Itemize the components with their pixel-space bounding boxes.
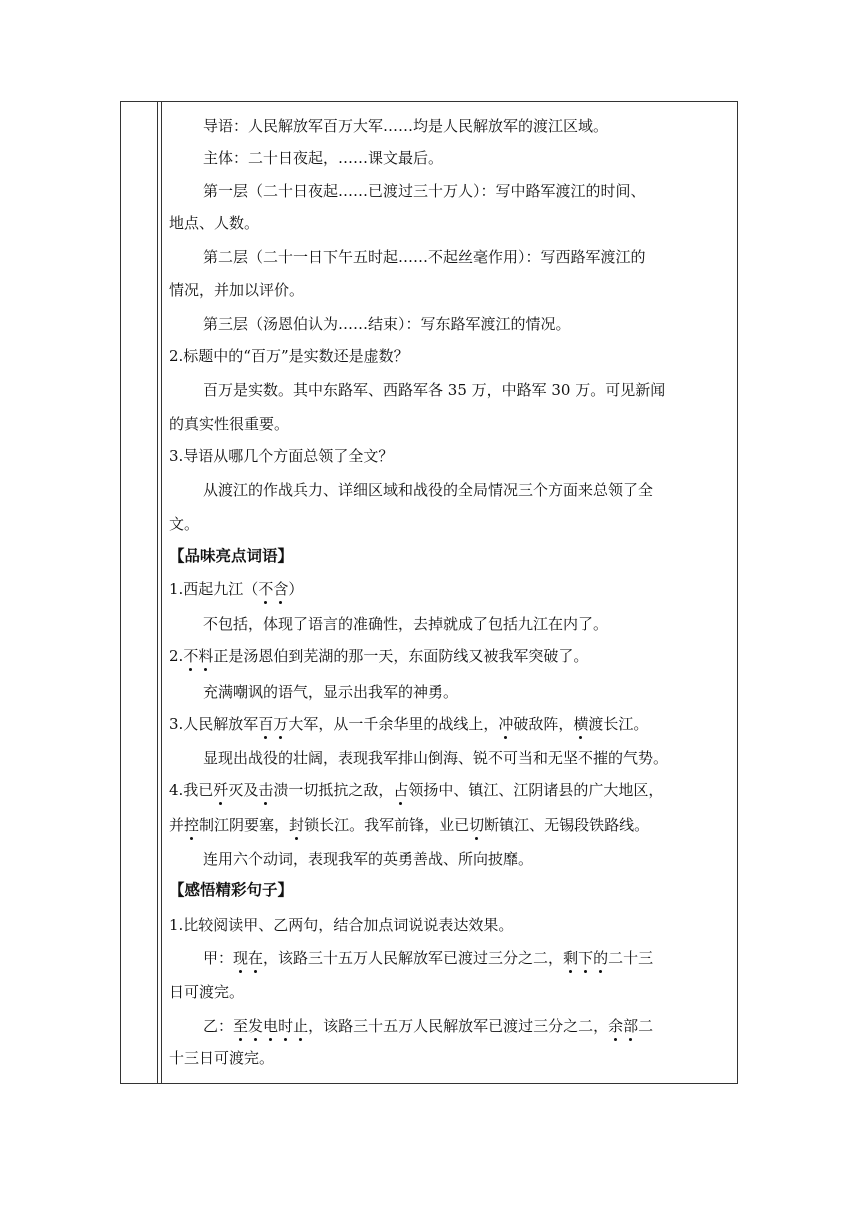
sentence-jia-line-1: 甲：现在，该路三十五万人民解放军已渡过三分之二，剩下的二十三 [203,949,654,967]
body-summary: 主体：二十日夜起，……课文最后。 [203,149,444,167]
table-column-narrow [158,102,162,1083]
question-3: 3.导语从哪几个方面总领了全文？ [169,447,394,465]
intro-summary: 导语：人民解放军百万大军……均是人民解放军的渡江区域。 [203,117,609,135]
sentence-question-1: 1.比较阅读甲、乙两句，结合加点词说说表达效果。 [169,916,514,934]
answer-3-line-2: 文。 [169,515,200,533]
answer-2-line-2: 的真实性很重要。 [169,415,290,433]
section-heading-words: 【品味亮点词语】 [169,547,294,565]
word-answer-3: 显现出战役的壮阔，表现我军排山倒海、锐不可当和无坚不摧的气势。 [203,749,669,767]
answer-2-line-1: 百万是实数。其中东路军、西路军各 35 万，中路军 30 万。可见新闻 [203,381,666,399]
layer-three: 第三层（汤恩伯认为……结束）：写东路军渡江的情况。 [203,315,571,333]
word-item-4-line-1: 4.我已歼灭及击溃一切抵抗之敌，占领扬中、镇江、江阴诸县的广大地区， [169,781,664,799]
sentence-yi-line-1: 乙：至发电时止，该路三十五万人民解放军已渡过三分之二，余部二 [203,1017,654,1035]
section-heading-sentences: 【感悟精彩句子】 [169,881,294,899]
word-answer-1: 不包括，体现了语言的准确性，去掉就成了包括九江在内了。 [203,615,609,633]
word-item-4-line-2: 并控制江阴要塞，封锁长江。我军前锋，业已切断镇江、无锡段铁路线。 [169,816,650,834]
word-answer-2: 充满嘲讽的语气，显示出我军的神勇。 [203,683,459,701]
sentence-jia-line-2: 日可渡完。 [169,983,245,1001]
table-column-left [121,102,158,1083]
word-item-1: 1.西起九江（不含） [169,580,304,598]
answer-3-line-1: 从渡江的作战兵力、详细区域和战役的全局情况三个方面来总领了全 [203,481,654,499]
layer-two-line-2: 情况，并加以评价。 [169,281,305,299]
word-answer-4: 连用六个动词，表现我军的英勇善战、所向披靡。 [203,850,534,868]
question-2: 2.标题中的“百万”是实数还是虚数？ [169,347,409,365]
layer-one-line-2: 地点、人数。 [169,214,260,232]
layer-one-line-1: 第一层（二十日夜起……已渡过三十万人）：写中路军渡江的时间、 [203,182,646,200]
layer-two-line-1: 第二层（二十一日下午五时起……不起丝毫作用）：写西路军渡江的 [203,248,646,266]
sentence-yi-line-2: 十三日可渡完。 [169,1049,275,1067]
word-item-2: 2.不料正是汤恩伯到芜湖的那一天，东面防线又被我军突破了。 [169,647,589,665]
lesson-table [120,101,738,1084]
word-item-3: 3.人民解放军百万大军，从一千余华里的战线上，冲破敌阵，横渡长江。 [169,715,649,733]
